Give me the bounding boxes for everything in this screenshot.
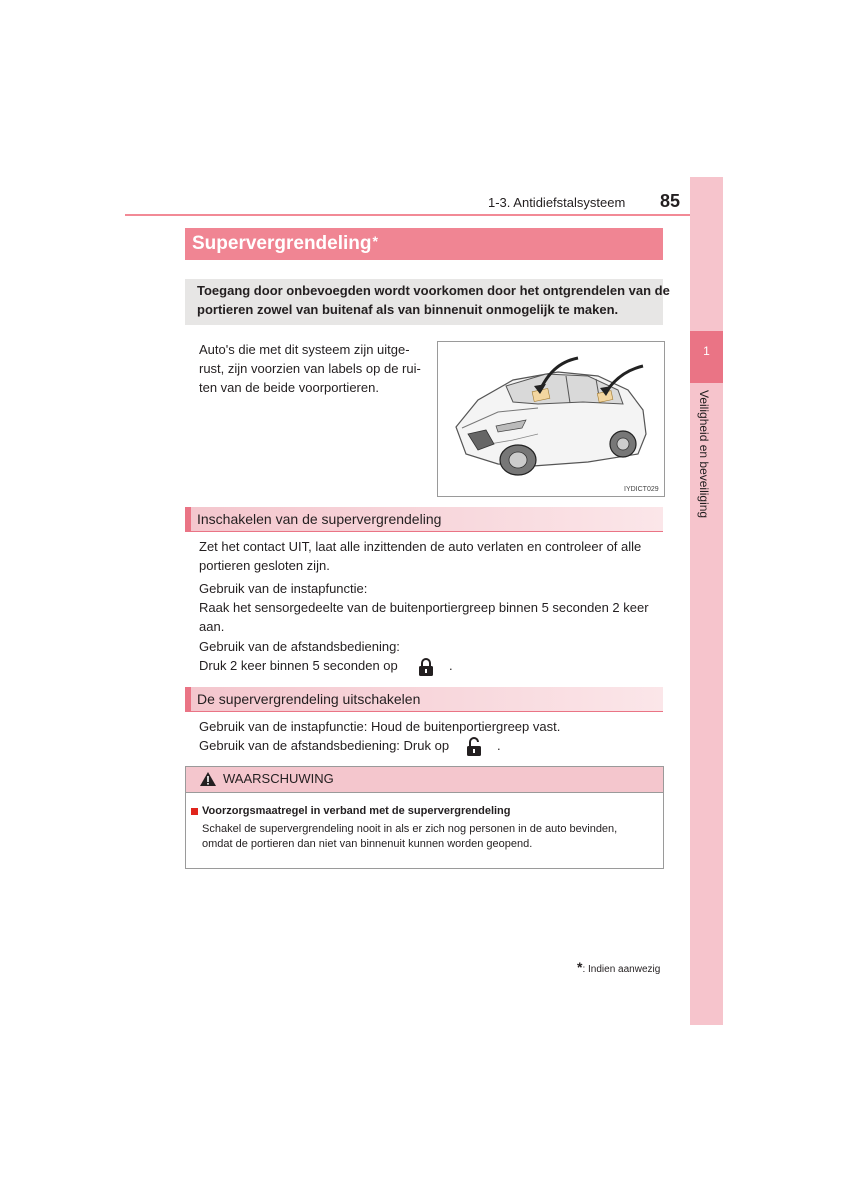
- unlock-icon-svg: [465, 737, 483, 757]
- section-enable-rule: [185, 531, 663, 532]
- vehicles-text-line: ten van de beide voorportieren.: [199, 380, 379, 395]
- enable-trailing-period: .: [449, 658, 453, 673]
- section-enable-accent: [185, 507, 191, 532]
- side-tab-strip: [690, 177, 723, 1025]
- enable-text-line: Druk 2 keer binnen 5 seconden op: [199, 658, 398, 673]
- warning-title: Voorzorgsmaatregel in verband met de supervergrendeling: [202, 805, 511, 817]
- disable-text-line: Gebruik van de afstandsbediening: Druk op: [199, 738, 450, 753]
- disable-text-line: Gebruik van de instapfunctie: Houd de buitenportiergreep vast.: [199, 719, 561, 734]
- enable-text-line: aan.: [199, 619, 225, 634]
- enable-text-line: Gebruik van de instapfunctie:: [199, 581, 368, 596]
- side-tab-chapter-number: 1: [690, 331, 723, 383]
- unlock-icon: [465, 737, 483, 757]
- section-breadcrumb: 1-3. Antidiefstalsysteem: [488, 195, 626, 210]
- car-with-window-labels-illustration: [438, 342, 664, 496]
- warning-triangle-svg: [199, 771, 217, 787]
- section-enable-heading: Inschakelen van de supervergrendeling: [197, 511, 442, 527]
- lock-icon-svg: [417, 657, 435, 677]
- vehicles-text-line: rust, zijn voorzien van labels op de rui-: [199, 361, 421, 376]
- title-footnote-star: *: [372, 233, 378, 249]
- lock-icon: [417, 657, 435, 677]
- intro-line: Toegang door onbevoegden wordt voorkomen door het ontgrendelen van de: [197, 283, 670, 298]
- enable-text-line: Zet het contact UIT, laat alle inzittenden de auto verlaten en controleer of alle: [199, 539, 642, 554]
- footnote-star: *: [577, 959, 583, 975]
- page-title: [192, 233, 378, 255]
- image-code: IYDICT029: [624, 486, 659, 493]
- enable-text-line: portieren gesloten zijn.: [199, 558, 330, 573]
- header-divider: [125, 214, 722, 216]
- page-title-text: Supervergrendeling: [192, 233, 372, 254]
- disable-trailing-period: .: [497, 738, 501, 753]
- warning-bullet-square: [191, 808, 198, 815]
- warning-label: WAARSCHUWING: [223, 771, 334, 786]
- enable-text-line: Gebruik van de afstandsbediening:: [199, 639, 400, 654]
- section-disable-rule: [185, 711, 663, 712]
- car-illustration: [437, 341, 665, 497]
- warning-body-line: omdat de portieren dan niet van binnenuit kunnen worden geopend.: [202, 838, 533, 850]
- warning-body-line: Schakel de supervergrendeling nooit in als er zich nog personen in de auto bevinden,: [202, 823, 618, 835]
- footnote-text: : Indien aanwezig: [582, 964, 661, 975]
- enable-text-line: Raak het sensorgedeelte van de buitenportiergreep binnen 5 seconden 2 keer: [199, 600, 649, 615]
- side-tab-chapter-title: Veiligheid en beveiliging: [697, 390, 711, 519]
- footnote: [577, 959, 660, 975]
- page-number: 85: [660, 191, 681, 211]
- vehicles-text-line: Auto's die met dit systeem zijn uitge-: [199, 342, 410, 357]
- warning-triangle-icon: [199, 771, 217, 787]
- section-disable-heading: De supervergrendeling uitschakelen: [197, 691, 421, 707]
- section-disable-accent: [185, 687, 191, 712]
- intro-line: portieren zowel van buitenaf als van binnenuit onmogelijk te maken.: [197, 302, 619, 317]
